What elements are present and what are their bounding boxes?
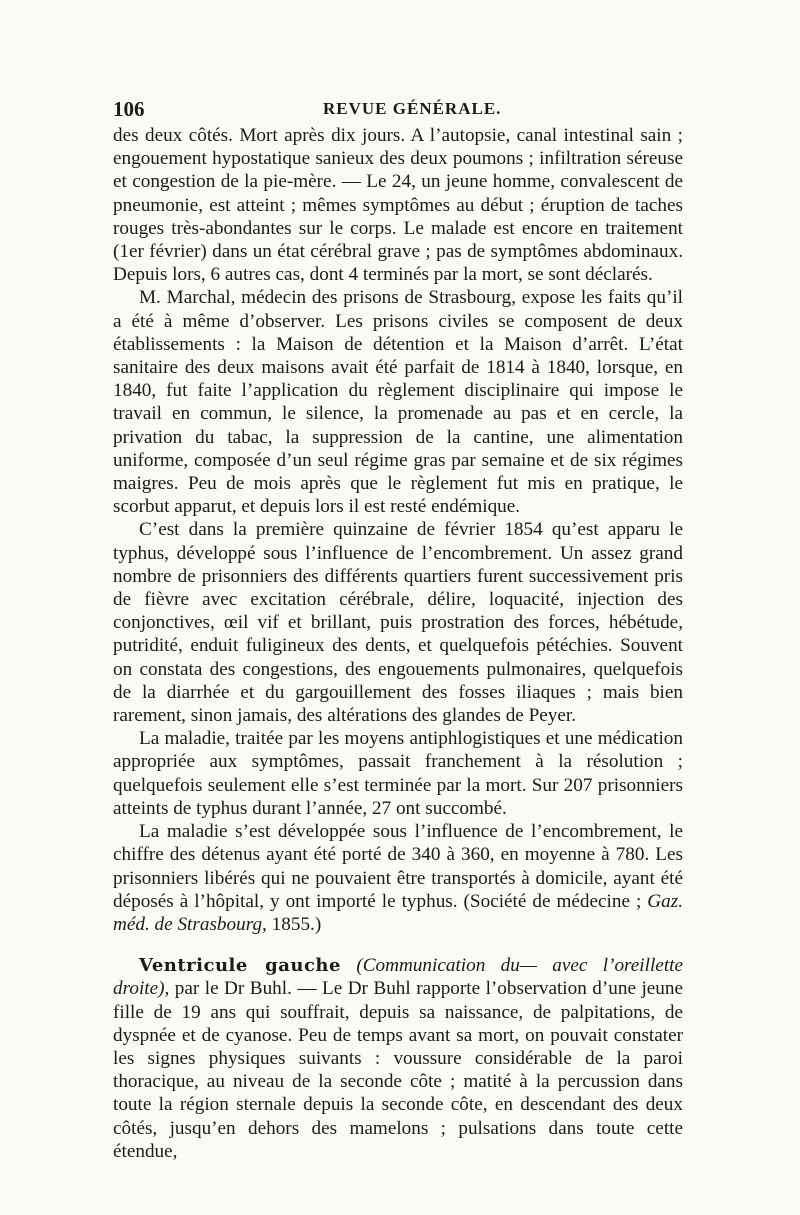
paragraph-5-text: La maladie s’est développée sous l’influence de l’encombrement, le chiffre des détenus ayant été porté de 340 à 360, en moyenne à 780. Les prisonniers libérés qui ne pouvaient être transportés à domicile, ayant été déposés à l’hôpital, y ont importé le typhus. (Société de médecine ;: [113, 821, 683, 912]
citation-year: 1855.): [271, 913, 322, 935]
entry-title: Ventricule gauche: [139, 955, 341, 977]
paragraph-1: des deux côtés. Mort après dix jours. A l’autopsie, canal intestinal sain ; engouement hypostatique sanieux des deux poumons ; infiltration séreuse et congestion de la pie-mère. — Le 24, un jeune homme, convalescent de pneumonie, est atteint ; mêmes symptômes au début ; éruption de taches rouges très-abondantes sur le corps. Le malade est encore en traitement (1er février) dans un état cérébral grave ; pas de symptômes abdominaux. Depuis lors, 6 autres cas, dont 4 terminés par la mort, se sont déclarés.: [113, 125, 683, 286]
page-header: [113, 97, 683, 123]
paragraph-5: [113, 820, 683, 936]
body-text: [113, 124, 683, 1163]
running-head: REVUE GÉNÉRALE.: [323, 99, 502, 118]
paragraph-2: M. Marchal, médecin des prisons de Strasbourg, expose les faits qu’il a été à même d’observer. Les prisons civiles se composent de deux établissements : la Maison de détention et la Maison d’arrêt. L’état sanitaire des deux maisons avait été parfait de 1814 à 1840, lorsque, en 1840, fut faite l’application du règlement disciplinaire qui impose le travail en commun, le silence, la promenade au pas et en cercle, la privation du tabac, la suppression de la cantine, une alimentation uniforme, composée d’un seul régime gras par semaine et de six régimes maigres. Peu de mois après que le règlement fut mis en pratique, le scorbut apparut, et depuis lors il est resté endémique.: [113, 287, 683, 518]
paragraph-3: C’est dans la première quinzaine de février 1854 qu’est apparu le typhus, développé sous l’influence de l’encombrement. Un assez grand nombre de prisonniers des différents quartiers furent successivement pris de fièvre avec excitation cérébrale, délire, loquacité, injection des conjonctives, œil vif et brillant, puis prostration des forces, hébétude, putridité, enduit fuligineux des dents, et quelquefois pétéchies. Souvent on constata des congestions, des engouements pulmonaires, quelquefois de la diarrhée et du gargouillement des fosses iliaques ; mais bien rarement, sinon jamais, des altérations des glandes de Peyer.: [113, 519, 683, 727]
entry-title-note: (Communication du— avec l’oreillette droite),: [113, 955, 683, 1000]
journal-citation: Gaz. méd. de Strasbourg,: [113, 890, 683, 935]
paragraph-6: [113, 954, 683, 1163]
paragraph-4: La maladie, traitée par les moyens antiphlogistiques et une médication appropriée aux symptômes, passait franchement à la résolution ; quelquefois seulement elle s’est terminée par la mort. Sur 207 prisonniers atteints de typhus durant l’année, 27 ont succombé.: [113, 728, 683, 819]
page-number: 106: [113, 97, 145, 121]
paragraph-6-text: par le Dr Buhl. — Le Dr Buhl rapporte l’observation d’une jeune fille de 19 ans qui souffrait, depuis sa naissance, de palpitations, de dyspnée et de cyanose. Peu de temps avant sa mort, on pouvait constater les signes physiques suivants : voussure considérable de la paroi thoracique, au niveau de la seconde côte ; matité à la percussion dans toute la région sternale depuis la seconde côte, en descendant des deux côtés, jusqu’en dehors des mamelons ; pulsations dans toute cette étendue,: [113, 978, 683, 1162]
